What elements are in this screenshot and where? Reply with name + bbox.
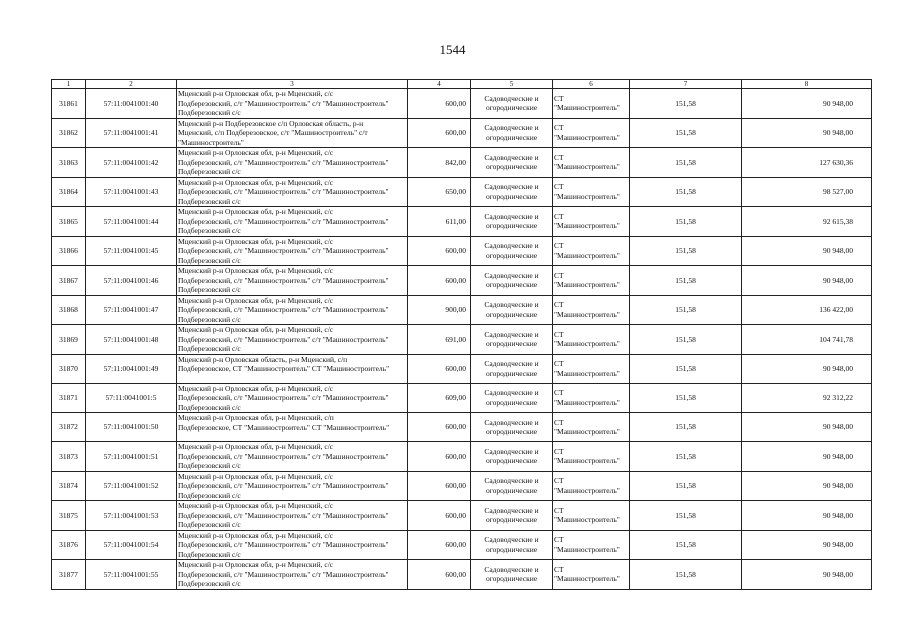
land-use-line: Садоводческие и	[484, 476, 539, 486]
table-body	[52, 89, 872, 590]
address-line: Подберезовский с/с	[178, 520, 241, 529]
organization-cell	[553, 471, 630, 501]
organization-cell	[553, 236, 630, 266]
land-use-cell	[471, 236, 553, 266]
rate-cell: 151,58	[630, 354, 742, 383]
row-number-cell: 31861	[52, 89, 86, 119]
address-line: Подберезовский с/с	[178, 167, 241, 176]
column-header: 2	[86, 80, 177, 89]
table-row	[52, 177, 872, 207]
organization-cell	[553, 325, 630, 355]
address-cell	[177, 383, 408, 413]
organization-line: "Машиностроитель"	[554, 221, 620, 231]
table-row	[52, 354, 872, 383]
table-row	[52, 118, 872, 148]
area-cell: 600,00	[408, 413, 471, 442]
address-line: Подберезовский, с/т "Машиностроитель" с/т "Машиностроитель"	[178, 246, 389, 255]
table-row	[52, 413, 872, 442]
organization-line: "Машиностроитель"	[554, 485, 620, 495]
organization-cell	[553, 560, 630, 590]
cadastral-value-cell: 98 527,00	[742, 177, 872, 207]
area-cell: 691,00	[408, 325, 471, 355]
cadastral-number-cell: 57:11:0041001:44	[86, 207, 177, 237]
land-use-line: Садоводческие и	[484, 241, 539, 251]
area-cell: 600,00	[408, 236, 471, 266]
table-row	[52, 295, 872, 325]
organization-line: СТ	[554, 535, 564, 545]
column-header: 6	[553, 80, 630, 89]
address-line: Подберезовский, с/т "Машиностроитель" с/т "Машиностроитель"	[178, 569, 389, 579]
land-use-cell	[471, 560, 553, 590]
rate-cell: 151,58	[630, 413, 742, 442]
address-line: Мценский р-н Орловская обл, р-н Мценский, с/с	[178, 325, 334, 334]
rate-cell: 151,58	[630, 383, 742, 413]
rate-cell: 151,58	[630, 236, 742, 266]
organization-line: СТ	[554, 300, 564, 310]
address-cell	[177, 266, 408, 296]
address-line: Подберезовский, с/т "Машиностроитель" с/т "Машиностроитель"	[178, 98, 389, 108]
land-use-line: огороднические	[485, 191, 538, 201]
address-line: Подберезовский, с/т "Машиностроитель" с/т "Машиностроитель"	[178, 393, 389, 402]
rate-cell: 151,58	[630, 207, 742, 237]
organization-line: СТ	[554, 446, 564, 456]
address-line: Мценский р-н Орловская обл, р-н Мценский, с/с	[178, 148, 334, 157]
land-use-cell	[471, 530, 553, 560]
address-line: Подберезовский с/с	[178, 579, 241, 588]
land-use-line: Садоводческие и	[484, 93, 539, 103]
cadastral-value-cell: 104 741,78	[742, 325, 872, 355]
land-use-line: Садоводческие и	[484, 123, 539, 133]
organization-cell	[553, 177, 630, 207]
organization-line: СТ	[554, 329, 564, 339]
land-use-cell	[471, 413, 553, 442]
row-number-cell: 31870	[52, 354, 86, 383]
land-use-line: Садоводческие и	[484, 270, 539, 280]
address-line: Мценский р-н Орловская обл, р-н Мценский, с/с	[178, 207, 334, 216]
land-use-line: Садоводческие и	[484, 329, 539, 339]
organization-cell	[553, 148, 630, 178]
land-use-line: огороднические	[485, 544, 538, 554]
address-line: Мценский р-н Орловская обл, р-н Мценский, с/с	[178, 530, 334, 540]
land-use-cell	[471, 501, 553, 531]
row-number-cell: 31874	[52, 471, 86, 501]
land-use-cell	[471, 118, 553, 148]
address-line: Подберезовский с/с	[178, 490, 241, 500]
organization-line: СТ	[554, 417, 564, 427]
table-row	[52, 501, 872, 531]
table-row	[52, 236, 872, 266]
area-cell: 600,00	[408, 354, 471, 383]
row-number-cell: 31867	[52, 266, 86, 296]
area-cell: 650,00	[408, 177, 471, 207]
cadastral-value-cell: 136 422,00	[742, 295, 872, 325]
cadastral-number-cell: 57:11:0041001:45	[86, 236, 177, 266]
address-line: Подберезовский, с/т "Машиностроитель" с/т "Машиностроитель"	[178, 540, 389, 549]
table-row	[52, 89, 872, 119]
area-cell: 600,00	[408, 530, 471, 560]
land-use-line: Садоводческие и	[484, 388, 539, 398]
rate-cell: 151,58	[630, 295, 742, 325]
area-cell: 600,00	[408, 89, 471, 119]
row-number-cell: 31876	[52, 530, 86, 560]
land-use-line: Садоводческие и	[484, 564, 539, 574]
organization-line: СТ	[554, 476, 564, 486]
address-cell	[177, 530, 408, 560]
address-line: Подберезовский, с/т "Машиностроитель" с/т "Машиностроитель"	[178, 451, 389, 461]
organization-line: "Машиностроитель"	[554, 397, 620, 407]
organization-cell	[553, 266, 630, 296]
row-number-cell: 31865	[52, 207, 86, 237]
land-use-line: огороднические	[485, 339, 538, 349]
address-line: Подберезовский, с/т "Машиностроитель" с/т "Машиностроитель"	[178, 510, 389, 520]
cadastral-number-cell: 57:11:0041001:48	[86, 325, 177, 355]
area-cell: 609,00	[408, 383, 471, 413]
address-line: Подберезовский с/с	[178, 196, 241, 206]
address-line: Подберезовский, с/т "Машиностроитель" с/т "Машиностроитель"	[178, 157, 389, 167]
cadastral-number-cell: 57:11:0041001:49	[86, 354, 177, 383]
land-use-line: огороднические	[485, 427, 538, 436]
address-line: Подберезовский, с/т "Машиностроитель" с/т "Машиностроитель"	[178, 305, 389, 314]
rate-cell: 151,58	[630, 471, 742, 501]
table-row	[52, 207, 872, 237]
organization-line: "Машиностроитель"	[554, 250, 620, 260]
organization-line: СТ	[554, 388, 564, 398]
organization-line: СТ	[554, 505, 564, 515]
area-cell: 611,00	[408, 207, 471, 237]
cadastral-value-cell: 90 948,00	[742, 501, 872, 531]
land-use-line: огороднические	[485, 368, 538, 378]
address-cell	[177, 325, 408, 355]
organization-line: "Машиностроитель"	[554, 574, 620, 584]
land-use-cell	[471, 471, 553, 501]
address-line: Мценский р-н Орловская обл, р-н Мценский, с/с	[178, 471, 334, 481]
organization-line: "Машиностроитель"	[554, 339, 620, 349]
cadastral-value-cell: 90 948,00	[742, 442, 872, 472]
organization-cell	[553, 354, 630, 383]
organization-cell	[553, 442, 630, 472]
rate-cell: 151,58	[630, 89, 742, 119]
organization-line: "Машиностроитель"	[554, 132, 620, 142]
land-use-line: огороднические	[485, 456, 538, 466]
cadastral-number-cell: 57:11:0041001:47	[86, 295, 177, 325]
cadastral-number-cell: 57:11:0041001:40	[86, 89, 177, 119]
cadastral-number-cell: 57:11:0041001:41	[86, 118, 177, 148]
address-line: Подберезовское, СТ "Машиностроитель" СТ "Машиностроитель"	[178, 364, 390, 373]
address-line: Мценский р-н Орловская область, р-н Мценский, с/п	[178, 354, 348, 364]
address-line: Мценский р-н Орловская обл, р-н Мценский, с/с	[178, 442, 334, 451]
cadastral-value-cell: 90 948,00	[742, 266, 872, 296]
row-number-cell: 31869	[52, 325, 86, 355]
address-line: Подберезовский с/с	[178, 461, 241, 470]
area-cell: 600,00	[408, 266, 471, 296]
area-cell: 600,00	[408, 442, 471, 472]
address-cell	[177, 118, 408, 148]
land-use-cell	[471, 383, 553, 413]
rate-cell: 151,58	[630, 560, 742, 590]
row-number-cell: 31862	[52, 118, 86, 148]
land-use-line: Садоводческие и	[484, 182, 539, 192]
address-cell	[177, 560, 408, 590]
table-row	[52, 442, 872, 472]
land-use-line: огороднические	[485, 397, 538, 407]
organization-line: "Машиностроитель"	[554, 368, 620, 378]
address-line: Мценский р-н Орловская обл, р-н Мценский, с/п	[178, 413, 334, 422]
address-line: Подберезовский с/с	[178, 402, 241, 412]
organization-line: СТ	[554, 241, 564, 251]
land-use-cell	[471, 177, 553, 207]
address-line: Подберезовское, СТ "Машиностроитель" СТ "Машиностроитель"	[178, 422, 390, 432]
column-header: 7	[630, 80, 742, 89]
address-line: Подберезовский с/с	[178, 314, 241, 324]
rate-cell: 151,58	[630, 148, 742, 178]
address-line: Подберезовский, с/т "Машиностроитель" с/т "Машиностроитель"	[178, 216, 389, 226]
organization-line: СТ	[554, 123, 564, 133]
organization-cell	[553, 413, 630, 442]
address-line: Подберезовский, с/т "Машиностроитель" с/т "Машиностроитель"	[178, 187, 389, 196]
address-cell	[177, 501, 408, 531]
table-row	[52, 266, 872, 296]
address-line: Подберезовский с/с	[178, 285, 241, 294]
cadastral-number-cell: 57:11:0041001:55	[86, 560, 177, 590]
cadastral-value-cell: 90 948,00	[742, 471, 872, 501]
land-use-cell	[471, 354, 553, 383]
row-number-cell: 31866	[52, 236, 86, 266]
organization-line: СТ	[554, 93, 564, 103]
organization-line: СТ	[554, 182, 564, 192]
address-line: Мценский р-н Орловская обл, р-н Мценский, с/с	[178, 177, 334, 187]
row-number-cell: 31873	[52, 442, 86, 472]
column-header: 4	[408, 80, 471, 89]
cadastral-number-cell: 57:11:0041001:43	[86, 177, 177, 207]
cadastral-number-cell: 57:11:0041001:5	[86, 383, 177, 413]
organization-line: "Машиностроитель"	[554, 103, 620, 113]
organization-cell	[553, 295, 630, 325]
area-cell: 600,00	[408, 471, 471, 501]
area-cell: 600,00	[408, 118, 471, 148]
cadastral-number-cell: 57:11:0041001:50	[86, 413, 177, 442]
column-header: 5	[471, 80, 553, 89]
land-use-line: огороднические	[485, 221, 538, 231]
address-line: Подберезовский с/с	[178, 226, 241, 235]
address-line: Мценский р-н Орловская обл, р-н Мценский, с/с	[178, 560, 334, 569]
cadastral-value-cell: 127 630,36	[742, 148, 872, 178]
column-header: 3	[177, 80, 408, 89]
cadastral-number-cell: 57:11:0041001:52	[86, 471, 177, 501]
address-cell	[177, 236, 408, 266]
area-cell: 600,00	[408, 560, 471, 590]
address-line: Мценский, с/п Подберезовское, с/т "Машиностроитель" с/т	[178, 128, 368, 137]
land-use-cell	[471, 89, 553, 119]
rate-cell: 151,58	[630, 177, 742, 207]
rate-cell: 151,58	[630, 118, 742, 148]
column-header: 8	[742, 80, 872, 89]
land-use-line: огороднические	[485, 574, 538, 584]
address-line: Мценский р-н Орловская обл, р-н Мценский, с/с	[178, 295, 334, 305]
organization-cell	[553, 501, 630, 531]
land-use-line: Садоводческие и	[484, 417, 539, 427]
land-use-line: Садоводческие и	[484, 505, 539, 515]
land-use-line: огороднические	[485, 280, 538, 290]
organization-line: СТ	[554, 564, 564, 574]
table-row	[52, 530, 872, 560]
land-use-line: Садоводческие и	[484, 152, 539, 162]
address-line: Подберезовский с/с	[178, 344, 241, 353]
address-cell	[177, 295, 408, 325]
land-plots-table	[51, 79, 872, 590]
land-use-line: огороднические	[485, 309, 538, 319]
address-line: Мценский р-н Орловская обл, р-н Мценский, с/с	[178, 266, 334, 275]
address-line: Мценский р-н Орловская обл, р-н Мценский, с/с	[178, 89, 334, 98]
organization-line: "Машиностроитель"	[554, 427, 620, 436]
row-number-cell: 31871	[52, 383, 86, 413]
land-use-line: Садоводческие и	[484, 359, 539, 368]
address-cell	[177, 207, 408, 237]
address-line: Мценский р-н Орловская обл, р-н Мценский, с/с	[178, 383, 334, 393]
address-line: Подберезовский с/с	[178, 549, 241, 559]
address-cell	[177, 471, 408, 501]
organization-line: СТ	[554, 152, 564, 162]
organization-line: СТ	[554, 211, 564, 221]
cadastral-number-cell: 57:11:0041001:51	[86, 442, 177, 472]
address-line: Мценский р-н Подберезовское с/п Орловская область, р-н	[178, 118, 364, 128]
table-row	[52, 148, 872, 178]
cadastral-number-cell: 57:11:0041001:53	[86, 501, 177, 531]
organization-line: СТ	[554, 270, 564, 280]
row-number-cell: 31877	[52, 560, 86, 590]
land-use-cell	[471, 148, 553, 178]
table-row	[52, 325, 872, 355]
address-line: Подберезовский, с/т "Машиностроитель" с/т "Машиностроитель"	[178, 275, 389, 285]
address-line: Подберезовский, с/т "Машиностроитель" с/т "Машиностроитель"	[178, 481, 389, 490]
land-use-cell	[471, 207, 553, 237]
row-number-cell: 31864	[52, 177, 86, 207]
table-row	[52, 383, 872, 413]
land-use-line: огороднические	[485, 162, 538, 172]
cadastral-number-cell: 57:11:0041001:54	[86, 530, 177, 560]
land-use-line: огороднические	[485, 132, 538, 142]
address-cell	[177, 413, 408, 442]
row-number-cell: 31863	[52, 148, 86, 178]
address-line: Подберезовский с/с	[178, 108, 241, 117]
organization-line: "Машиностроитель"	[554, 544, 620, 554]
cadastral-value-cell: 92 615,38	[742, 207, 872, 237]
land-use-line: огороднические	[485, 515, 538, 525]
address-line: Подберезовский, с/т "Машиностроитель" с/т "Машиностроитель"	[178, 334, 389, 344]
land-use-cell	[471, 266, 553, 296]
land-use-line: Садоводческие и	[484, 535, 539, 545]
organization-line: "Машиностроитель"	[554, 515, 620, 525]
organization-line: "Машиностроитель"	[554, 280, 620, 290]
land-use-cell	[471, 295, 553, 325]
row-number-cell: 31868	[52, 295, 86, 325]
address-cell	[177, 177, 408, 207]
land-use-line: Садоводческие и	[484, 446, 539, 456]
cadastral-number-cell: 57:11:0041001:46	[86, 266, 177, 296]
organization-cell	[553, 89, 630, 119]
address-cell	[177, 354, 408, 383]
organization-line: "Машиностроитель"	[554, 191, 620, 201]
address-line: "Машиностроитель"	[178, 137, 244, 147]
address-line: Мценский р-н Орловская обл, р-н Мценский, с/с	[178, 501, 334, 510]
row-number-cell: 31875	[52, 501, 86, 531]
land-use-cell	[471, 325, 553, 355]
organization-line: СТ	[554, 359, 564, 368]
row-number-cell: 31872	[52, 413, 86, 442]
address-cell	[177, 148, 408, 178]
cadastral-value-cell: 90 948,00	[742, 530, 872, 560]
organization-cell	[553, 207, 630, 237]
cadastral-value-cell: 90 948,00	[742, 560, 872, 590]
land-use-line: огороднические	[485, 250, 538, 260]
cadastral-value-cell: 90 948,00	[742, 118, 872, 148]
table-row	[52, 560, 872, 590]
organization-line: "Машиностроитель"	[554, 162, 620, 172]
cadastral-value-cell: 90 948,00	[742, 236, 872, 266]
land-use-cell	[471, 442, 553, 472]
header-row	[52, 80, 872, 89]
land-use-line: огороднические	[485, 485, 538, 495]
area-cell: 600,00	[408, 501, 471, 531]
address-line: Подберезовский с/с	[178, 255, 241, 265]
table-row	[52, 471, 872, 501]
rate-cell: 151,58	[630, 442, 742, 472]
rate-cell: 151,58	[630, 501, 742, 531]
cadastral-number-cell: 57:11:0041001:42	[86, 148, 177, 178]
cadastral-value-cell: 92 312,22	[742, 383, 872, 413]
rate-cell: 151,58	[630, 325, 742, 355]
organization-cell	[553, 383, 630, 413]
organization-cell	[553, 118, 630, 148]
organization-line: "Машиностроитель"	[554, 309, 620, 319]
cadastral-value-cell: 90 948,00	[742, 89, 872, 119]
page-number: 1544	[439, 42, 466, 57]
rate-cell: 151,58	[630, 266, 742, 296]
column-header: 1	[52, 80, 86, 89]
land-use-line: Садоводческие и	[484, 211, 539, 221]
land-use-line: Садоводческие и	[484, 300, 539, 310]
address-cell	[177, 89, 408, 119]
area-cell: 900,00	[408, 295, 471, 325]
area-cell: 842,00	[408, 148, 471, 178]
cadastral-value-cell: 90 948,00	[742, 413, 872, 442]
cadastral-value-cell: 90 948,00	[742, 354, 872, 383]
address-line: Мценский р-н Орловская обл, р-н Мценский, с/с	[178, 236, 334, 246]
organization-cell	[553, 530, 630, 560]
organization-line: "Машиностроитель"	[554, 456, 620, 466]
land-use-line: огороднические	[485, 103, 538, 113]
address-cell	[177, 442, 408, 472]
rate-cell: 151,58	[630, 530, 742, 560]
